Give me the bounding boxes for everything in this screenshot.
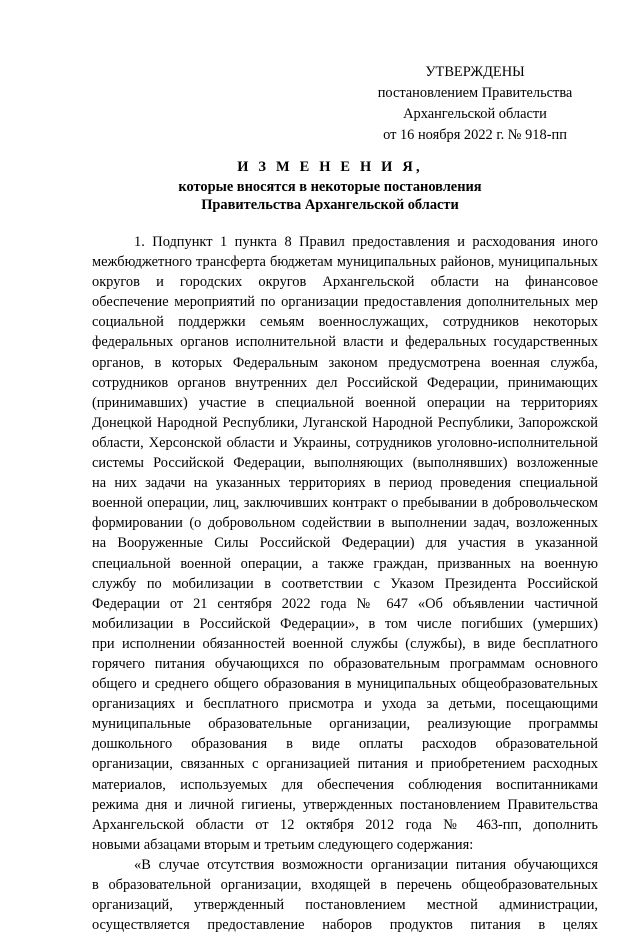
document-subtitle: которые вносятся в некоторые постановления	[178, 179, 482, 195]
text-line: горячего питания обучающихся по образовательным программам основного	[92, 655, 598, 672]
text-line: осуществляется предоставление наборов продуктов питания в целях	[92, 917, 598, 934]
document-body	[92, 232, 598, 935]
text-line: организации, связанных с организацией питания и приобретением расходных	[92, 756, 598, 773]
text-line: 1. Подпункт 1 пункта 8 Правил предоставления и расходования иного	[134, 234, 598, 250]
text-line: Архангельской области от 12 октября 2012 года № 463-пп, дополнить	[92, 816, 598, 833]
text-line: межбюджетного трансферта бюджетам муниципальных районов, муниципальных	[92, 254, 598, 271]
approval-line: Архангельской области	[403, 106, 547, 122]
text-line: организациях и бесплатного присмотра и ухода за детьми, посещающими	[92, 696, 598, 713]
approval-stamp	[360, 62, 590, 146]
text-line: новыми абзацами вторым и третьим следующего содержания:	[92, 836, 474, 853]
text-line: Федерации от 21 сентября 2022 года № 647 «Об объявлении частичной	[92, 595, 598, 612]
text-line: военной операции, лиц, заключивших контракт о пребывании в добровольческом	[92, 495, 598, 512]
text-line: области, Херсонской области и Украины, сотрудников уголовно-исполнительной	[92, 434, 598, 451]
text-line: организаций, утвержденный постановлением местной администрации,	[92, 897, 598, 914]
text-line: общего и среднего общего образования в муниципальных общеобразовательных	[92, 676, 598, 693]
text-line: специальной военной операции, а также граждан, призванных на военную	[92, 555, 598, 572]
text-line: муниципальные образовательные организации, реализующие программы	[92, 716, 598, 733]
text-line: дошкольного образования в виде оплаты расходов образовательной	[92, 736, 598, 753]
text-line: материалов, используемых для обеспечения соблюдения воспитанниками	[92, 776, 598, 793]
document-subtitle: Правительства Архангельской области	[201, 197, 459, 213]
text-line: формировании (о добровольном содействии в выполнении задач, возложенных	[92, 515, 598, 532]
paragraph-2	[92, 855, 598, 935]
text-line: обеспечение мероприятий по организации предоставления дополнительных мер	[92, 294, 598, 311]
approval-date-number: от 16 ноября 2022 г. № 918-пп	[383, 127, 567, 143]
text-line: Донецкой Народной Республики, Луганской Народной Республики, Запорожской	[92, 414, 598, 431]
text-line: «В случае отсутствия возможности организации питания обучающихся	[134, 856, 598, 873]
text-line: службу по мобилизации в соответствии с Указом Президента Российской	[92, 575, 598, 592]
text-line: системы Российской Федерации, выполняющих (выполнявших) возложенные	[92, 455, 598, 472]
text-line: в образовательной организации, входящей в перечень общеобразовательных	[92, 877, 598, 893]
approval-line: постановлением Правительства	[377, 85, 573, 101]
text-line: органов, в которых Федеральным законом предусмотрена военная служба,	[92, 354, 598, 371]
document-title: И З М Е Н Е Н И Я,	[237, 159, 423, 175]
text-line: режима дня и личной гигиены, утвержденных постановлением Правительства	[92, 796, 598, 813]
text-line: на Вооруженные Силы Российской Федерации) для участия в указанной	[92, 535, 598, 552]
text-line: округов и городских округов Архангельской области на финансовое	[92, 274, 598, 291]
text-line: (принимавших) участие в специальной военной операции на территориях	[92, 394, 598, 411]
paragraph-1	[92, 232, 598, 855]
text-line: на них задачи на указанных территориях в период проведения специальной	[92, 475, 598, 492]
text-line: социальной поддержки семьям военнослужащих, сотрудников некоторых	[92, 314, 598, 331]
text-line: при исполнении обязанностей военной службы (службы), в виде бесплатного	[92, 635, 598, 652]
approval-title: УТВЕРЖДЕНЫ	[425, 64, 525, 80]
text-line: мобилизации в Российской Федерации», в том числе погибших (умерших)	[92, 615, 598, 632]
text-line: сотрудников органов внутренних дел Российской Федерации, принимающих	[92, 374, 598, 391]
text-line: федеральных органов исполнительной власти и федеральных государственных	[92, 334, 598, 351]
